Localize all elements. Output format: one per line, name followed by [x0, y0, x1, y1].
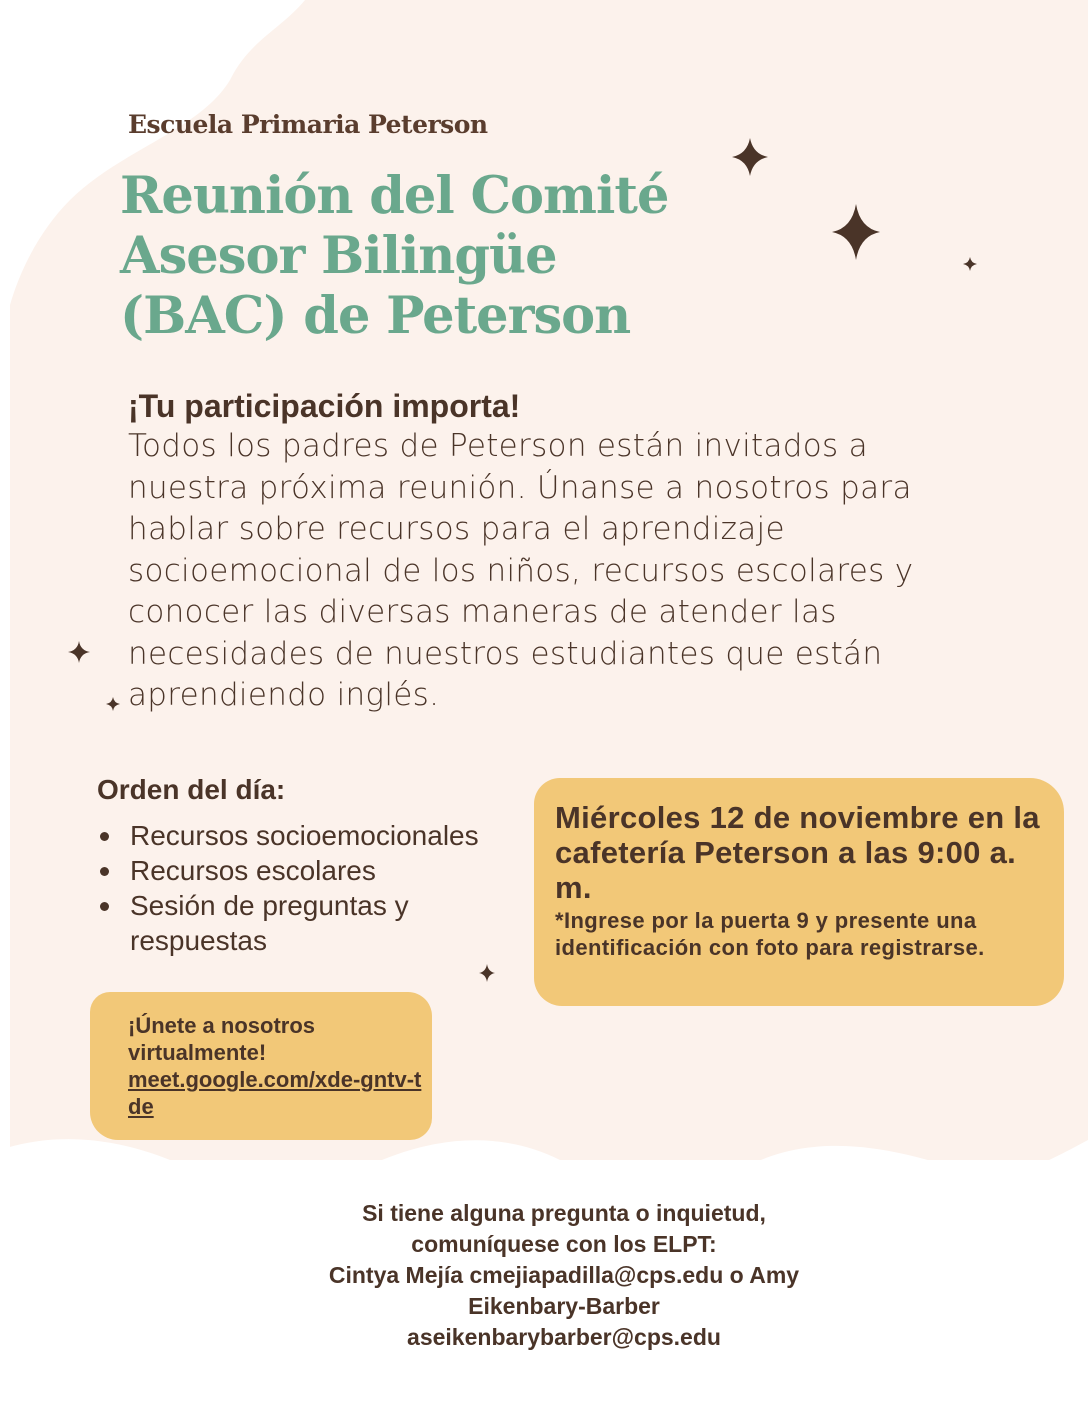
agenda-section: [97, 772, 537, 958]
title-line: Asesor Bilingüe: [120, 226, 557, 286]
list-item: Recursos escolares: [130, 853, 537, 888]
contact-line: Eikenbary-Barber: [468, 1293, 660, 1319]
contact-line: aseikenbarybarber@cps.edu: [407, 1324, 721, 1350]
title-line: Reunión del Comité: [120, 166, 669, 226]
meet-link[interactable]: meet.google.com/xde-gntv-tde: [128, 1067, 422, 1119]
intro-body: Todos los padres de Peterson están invitados a nuestra próxima reunión. Únanse a nosotros para hablar sobre recursos para el aprendizaje socioemocional de los niños, recursos escolares y conocer las diversas maneras de atender las necesidades de nuestros estudiantes que están aprendiendo inglés.: [128, 428, 914, 713]
list-item: Recursos socioemocionales: [130, 818, 537, 853]
contact-line: comuníquese con los ELPT:: [411, 1231, 717, 1257]
list-item: Sesión de preguntas y respuestas: [130, 888, 537, 958]
virtual-join: [128, 1012, 428, 1120]
contact-line: Si tiene alguna pregunta o inquietud,: [362, 1200, 766, 1226]
intro-heading: ¡Tu participación importa!: [128, 388, 521, 424]
sparkle-star-icon: [832, 204, 880, 260]
intro-section: [128, 386, 948, 717]
contact-line: Cintya Mejía cmejiapadilla@cps.edu o Amy: [328, 1262, 800, 1288]
title-line: (BAC) de Peterson: [120, 286, 631, 346]
sparkle-star-icon: [106, 697, 120, 711]
event-date-location: Miércoles 12 de noviembre en la cafetería Peterson a las 9:00 a. m.: [555, 800, 1040, 905]
contact-info: [270, 1198, 858, 1353]
sparkle-star-icon: [479, 964, 495, 982]
agenda-title: Orden del día:: [97, 774, 286, 805]
event-details: [555, 800, 1055, 961]
virtual-label: ¡Únete a nosotros virtualmente!: [128, 1013, 316, 1065]
sparkle-star-icon: [963, 257, 977, 271]
school-name: Escuela Primaria Peterson: [128, 110, 488, 139]
page-title: [120, 166, 760, 346]
agenda-list: [97, 818, 537, 958]
event-entry-note: *Ingrese por la puerta 9 y presente una identificación con foto para registrarse.: [555, 908, 985, 960]
sparkle-star-icon: [68, 641, 90, 663]
